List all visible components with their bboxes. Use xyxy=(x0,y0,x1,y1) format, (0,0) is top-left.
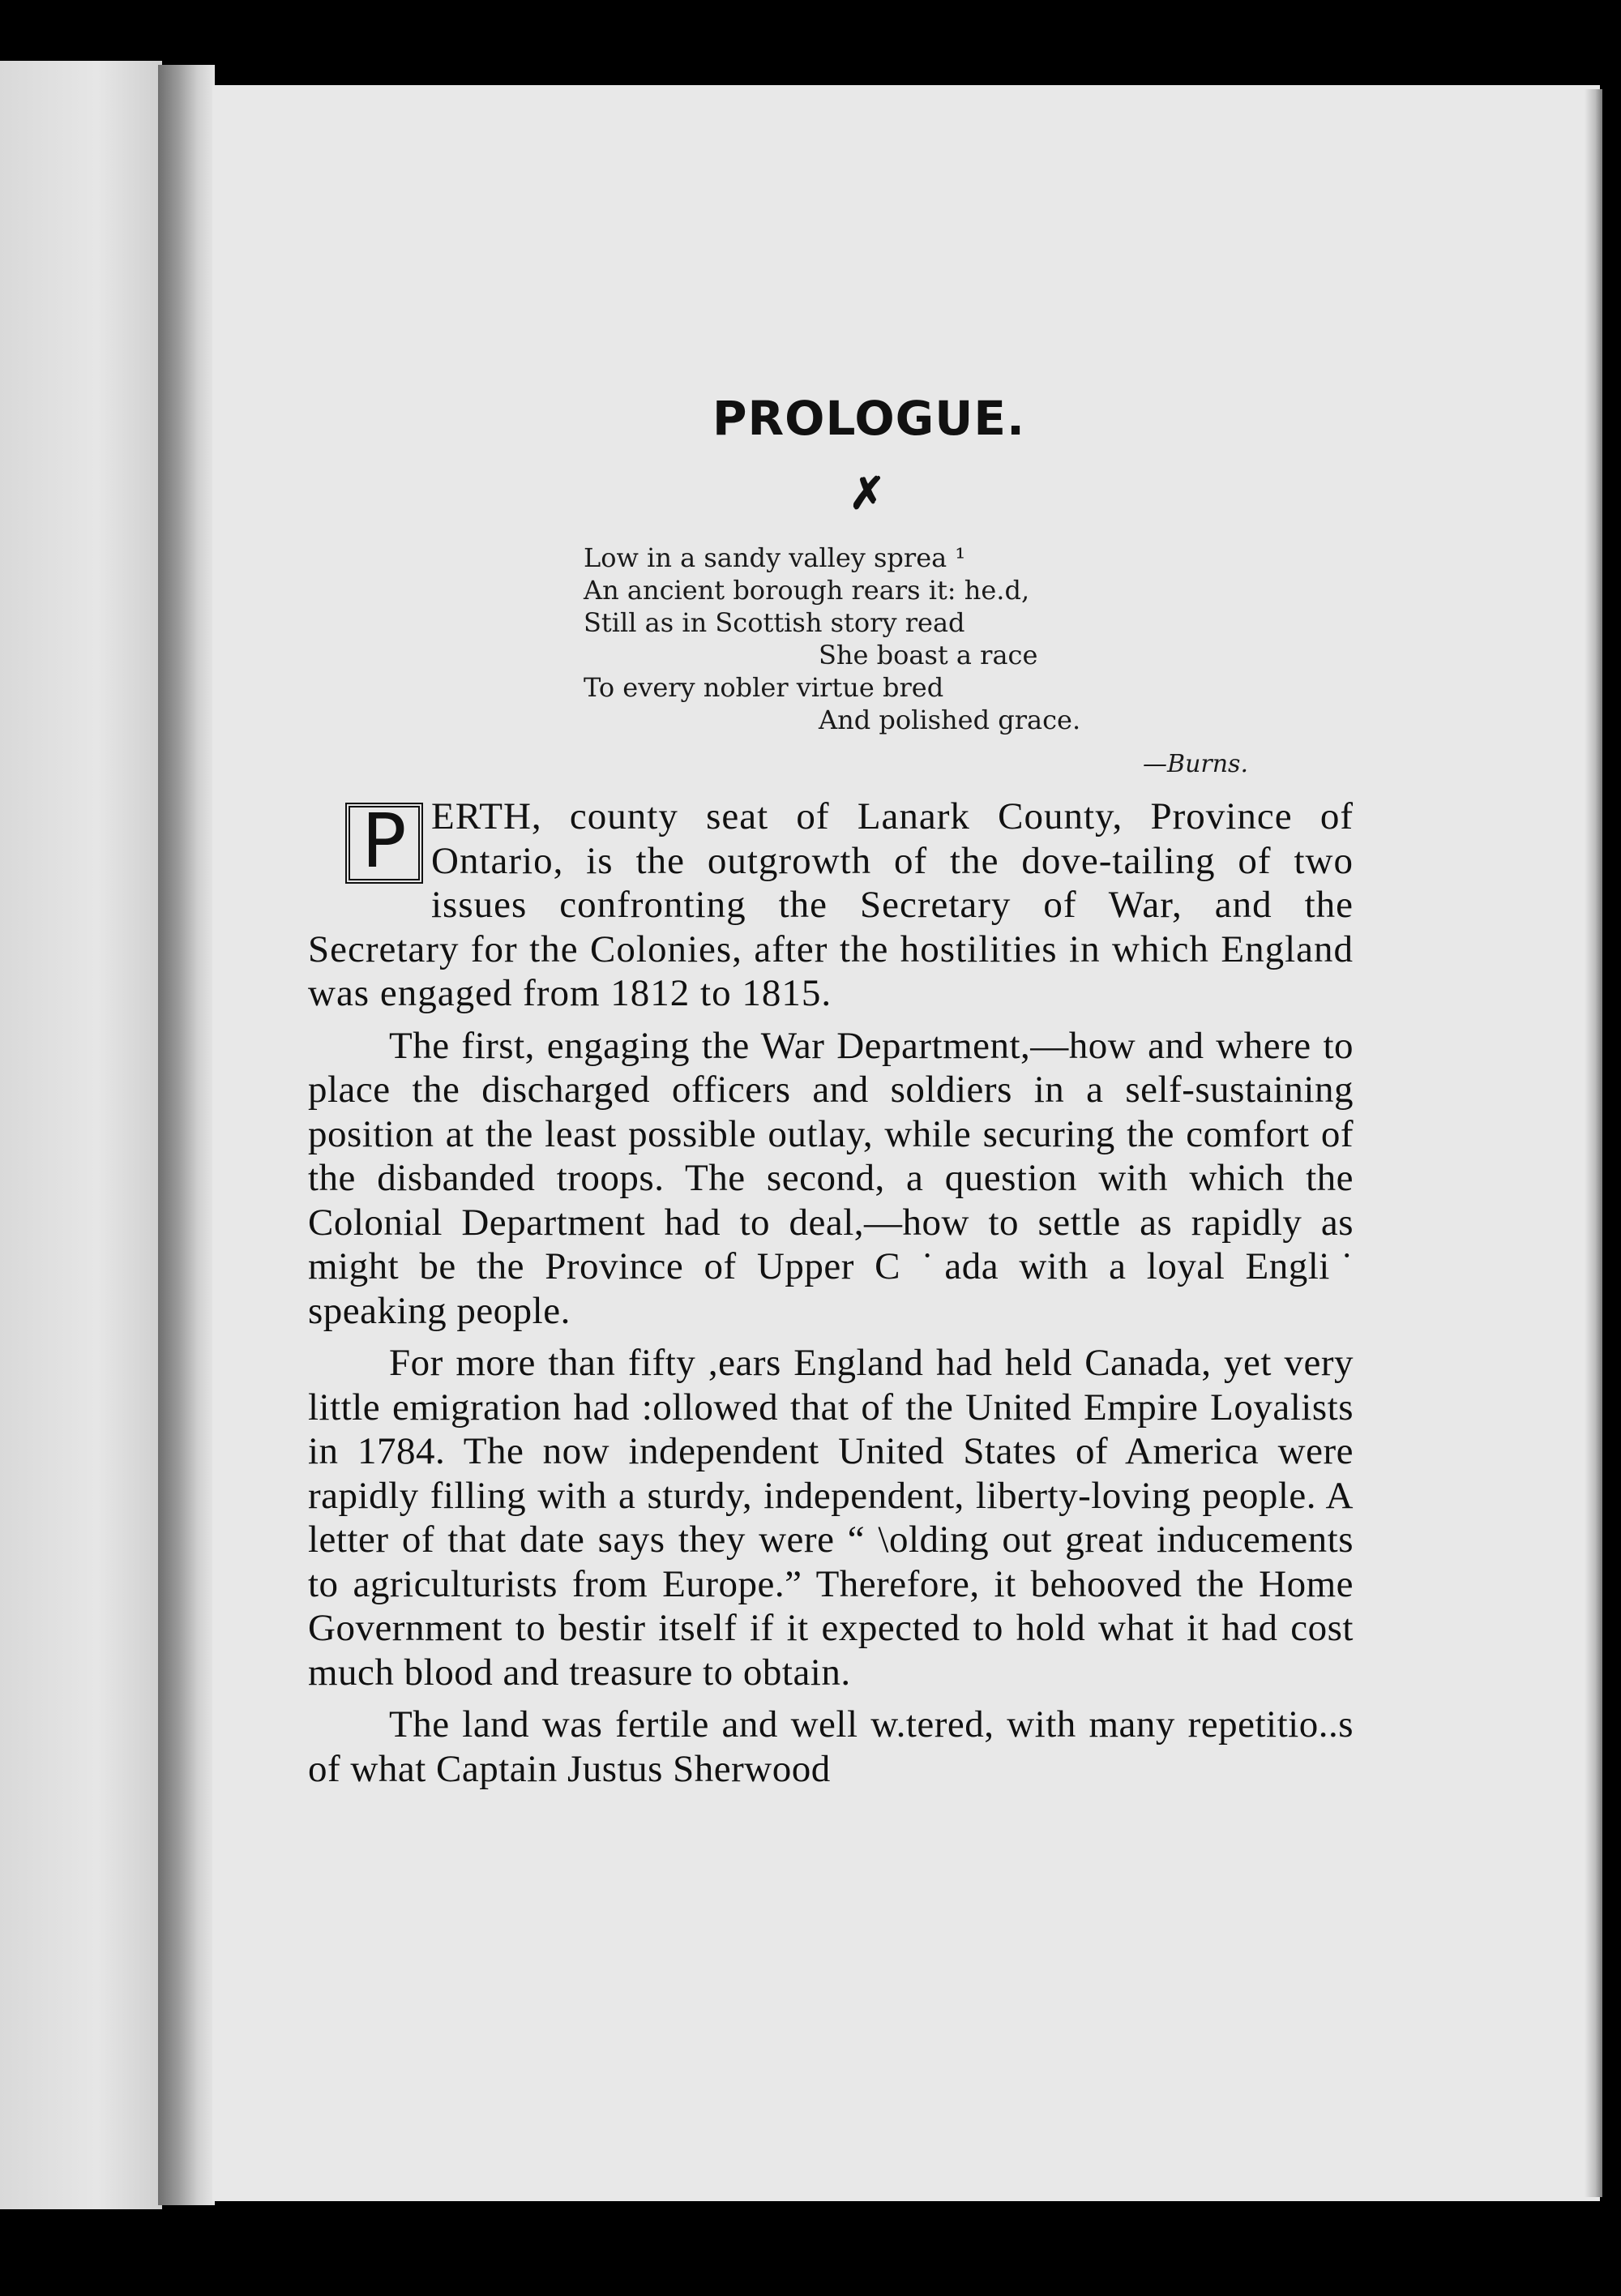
prologue-body xyxy=(308,795,1354,1791)
paragraph-1 xyxy=(308,795,1354,1016)
page-title: PROLOGUE. xyxy=(712,391,1026,446)
paragraph-2: The first, engaging the War Department,—how and where to place the discharged officers and soldiers in a self-sustaining position at the least possible outlay, while securing the comfort of the disbanded troops. The second, a question with which the Colonial Department had to deal,—how to settle as rapidly as might be the Province of Upper C ˙ada with a loyal Engli˙ speaking people. xyxy=(308,1024,1354,1332)
paragraph-3: For more than fifty ,ears England had held Canada, yet very little emigration had :ollowed that of the United Empire Loyalists in 1784. The now independent United States of America were rapidly filling with a sturdy, independent, liberty-loving people. A letter of that date says they were “ \olding out great inducements to agriculturists from Europe.” Therefore, it behooved the Home Government to bestir itself if it expected to hold what it had cost much blood and treasure to obtain. xyxy=(308,1342,1354,1694)
paragraph-4: The land was fertile and well w.tered, with many repetitio..s of what Captain Justus Sherwood xyxy=(308,1703,1354,1790)
right-page-edge xyxy=(1585,89,1602,2197)
epigraph-attribution: —Burns. xyxy=(1143,750,1248,778)
verse-line: She boast a race xyxy=(819,640,1038,670)
drop-cap: P xyxy=(345,803,423,884)
verse-line: Still as in Scottish story read xyxy=(584,607,965,638)
verse-line: Low in a sandy valley sprea ¹ xyxy=(584,542,966,573)
epigraph-verse xyxy=(584,542,1248,736)
paragraph-1-text: ERTH, county seat of Lanark County, Province of Ontario, is the outgrowth of the dove-tailing of two issues confronting the Secretary of War, and the Secretary for the Colonies, after the hostilities in which England was engaged from 1812 to 1815. xyxy=(308,795,1354,1014)
verse-line: To every nobler virtue bred xyxy=(584,672,944,703)
ornament-icon: ✗ xyxy=(849,467,886,519)
verse-line: An ancient borough rears it: he.d, xyxy=(584,575,1030,606)
book-gutter xyxy=(158,65,215,2205)
verse-line: And polished grace. xyxy=(819,705,1081,735)
left-page-edge xyxy=(0,61,162,2209)
